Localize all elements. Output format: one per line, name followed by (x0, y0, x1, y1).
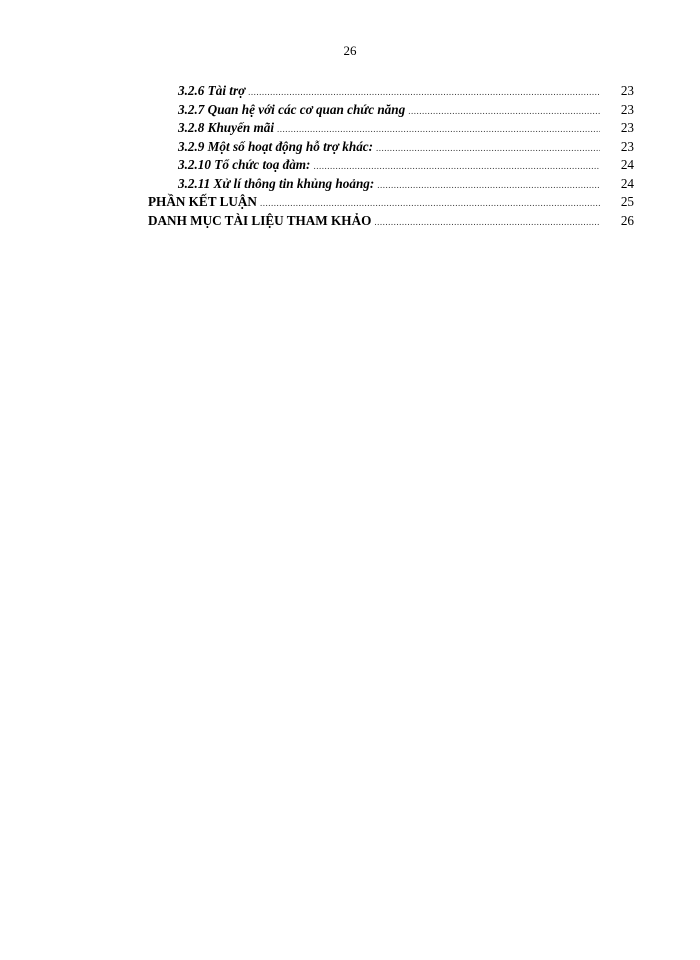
toc-entry-page: 25 (620, 194, 634, 209)
dot-leader (374, 217, 600, 227)
toc-entry-label: PHẦN KẾT LUẬN (148, 194, 257, 209)
toc-entry-label: 3.2.6 Tài trợ (178, 83, 246, 98)
dot-leader (377, 180, 600, 190)
toc-entry-label: DANH MỤC TÀI LIỆU THAM KHẢO (148, 212, 372, 228)
toc-entry-3-2-10[interactable] (148, 157, 634, 176)
dot-leader (260, 198, 600, 208)
toc-entry-page: 23 (620, 83, 634, 98)
dot-leader (248, 87, 600, 97)
toc-entry-label: 3.2.9 Một số hoạt động hỗ trợ khác: (178, 138, 374, 154)
toc-entry-page: 24 (620, 157, 634, 172)
toc-entry-conclusion[interactable] (148, 194, 634, 213)
toc-entry-3-2-9[interactable] (148, 139, 634, 158)
toc-entry-page: 23 (620, 138, 634, 154)
toc-entry-label: 3.2.11 Xử lí thông tin khủng hoảng: (178, 175, 375, 191)
toc-entry-label: 3.2.8 Khuyến mãi (178, 120, 274, 135)
toc-entry-3-2-11[interactable] (148, 176, 634, 195)
toc-entry-page: 23 (620, 101, 634, 117)
table-of-contents (148, 83, 634, 231)
toc-entry-references[interactable] (148, 213, 634, 232)
dot-leader (376, 143, 600, 153)
page-number: 26 (343, 43, 357, 58)
dot-leader (408, 106, 600, 116)
toc-entry-page: 24 (620, 175, 634, 191)
toc-entry-page: 26 (620, 212, 634, 228)
toc-entry-3-2-7[interactable] (148, 102, 634, 121)
toc-entry-3-2-8[interactable] (148, 120, 634, 139)
dot-leader (313, 161, 600, 171)
toc-entry-3-2-6[interactable] (148, 83, 634, 102)
toc-entry-label: 3.2.10 Tổ chức toạ đàm: (178, 157, 311, 172)
toc-entry-page: 23 (620, 120, 634, 135)
dot-leader (277, 124, 600, 134)
toc-entry-label: 3.2.7 Quan hệ với các cơ quan chức năng (178, 101, 406, 117)
